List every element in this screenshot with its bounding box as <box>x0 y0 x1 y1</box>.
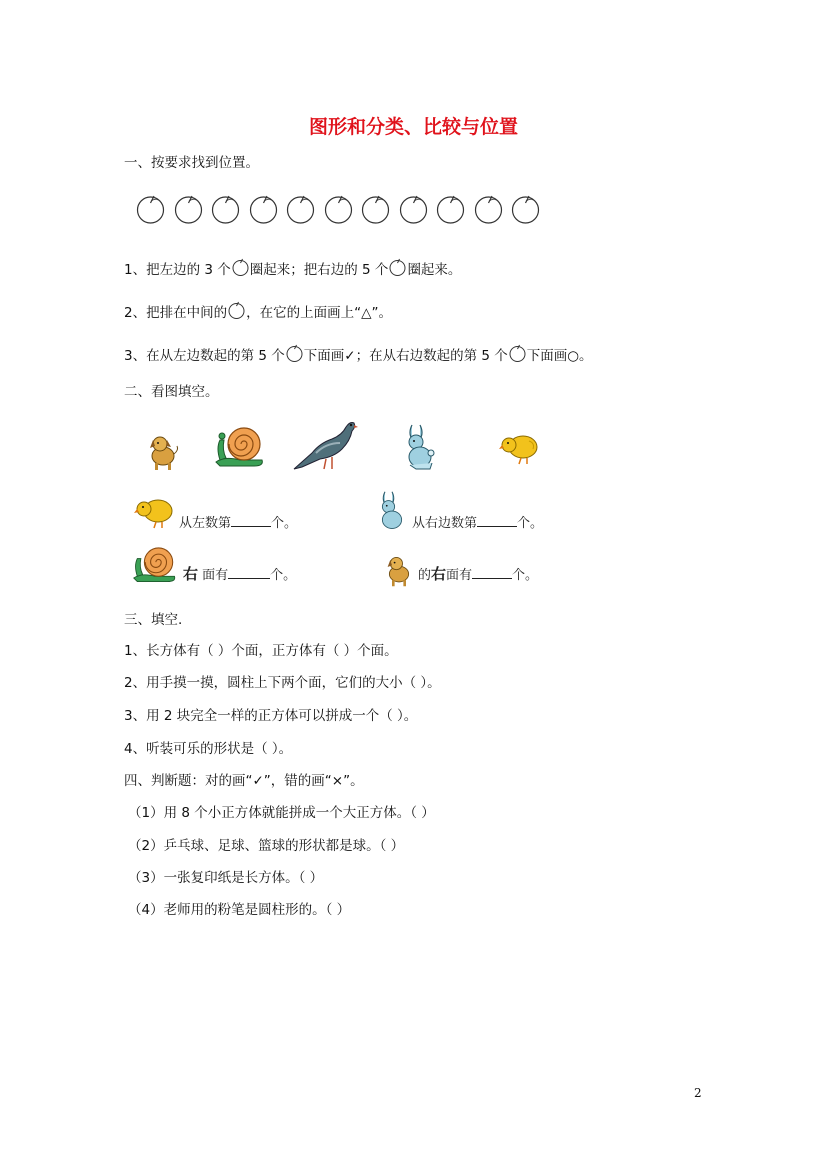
rabbit-icon <box>402 423 438 475</box>
row-1-right-fill <box>412 512 543 531</box>
apple-icon <box>228 300 245 320</box>
q1-text-c: 圈起来。 <box>407 262 462 278</box>
answer-blank[interactable] <box>228 566 270 579</box>
fill-unit: 个。 <box>270 568 297 583</box>
apple-icon[interactable] <box>136 192 165 224</box>
question-1-1 <box>124 257 461 278</box>
fill-question: 1、长方体有（ ）个面，正方体有（ ）个面。 <box>124 643 398 659</box>
dog-icon <box>384 553 414 592</box>
apple-icon[interactable] <box>211 192 240 224</box>
section-4-heading: 四、判断题：对的画“✓”，错的画“×”。 <box>124 773 364 789</box>
chick-icon <box>499 431 539 469</box>
apple-icon <box>509 343 526 363</box>
rabbit-icon <box>376 490 408 536</box>
dog-icon <box>146 432 180 476</box>
q1-text-b: 圈起来；把右边的 5 个 <box>249 262 389 278</box>
section-1-heading: 一、按要求找到位置。 <box>124 155 259 171</box>
fill-text: 面有 <box>202 568 229 583</box>
fill-text: 从右边数第 <box>412 516 478 531</box>
judgment-question: （4）老师用的粉笔是圆柱形的。（ ） <box>128 902 351 918</box>
section-2-heading: 二、看图填空。 <box>124 384 219 400</box>
apple-icon[interactable] <box>436 192 465 224</box>
q3-text-c: 下面画○。 <box>526 348 593 364</box>
fill-question: 4、听装可乐的形状是（ ）。 <box>124 741 293 757</box>
q3-text-b: 下面画✓；在从右边数起的第 5 个 <box>303 348 508 364</box>
apple-icon[interactable] <box>286 192 315 224</box>
apple-icon[interactable] <box>174 192 203 224</box>
chick-icon <box>134 495 174 533</box>
apple-icon <box>389 257 406 277</box>
apple-icon[interactable] <box>511 192 540 224</box>
apple-icon[interactable] <box>324 192 353 224</box>
fill-bold: 右 <box>431 565 447 583</box>
page-title: 图形和分类、比较与位置 <box>308 116 518 138</box>
apple-icon[interactable] <box>474 192 503 224</box>
q3-text-a: 3、在从左边数起的第 5 个 <box>124 348 285 364</box>
apple-icon <box>232 257 249 277</box>
q2-text-b: ，在它的上面画上“△”。 <box>246 305 392 321</box>
snail-icon <box>214 422 266 472</box>
q1-text-a: 1、把左边的 3 个 <box>124 262 231 278</box>
answer-blank[interactable] <box>472 566 512 579</box>
fill-prefix: 的 <box>418 568 432 583</box>
row-2-right-fill <box>418 563 538 584</box>
fill-text: 面有 <box>446 568 473 583</box>
question-1-2 <box>124 300 392 321</box>
fill-unit: 个。 <box>271 516 298 531</box>
question-1-3 <box>124 343 593 364</box>
apple-row <box>136 192 549 224</box>
row-1-left-fill <box>179 512 297 531</box>
page-number: 2 <box>694 1086 702 1100</box>
pigeon-icon <box>290 413 358 477</box>
section-3-heading: 三、填空. <box>124 612 183 628</box>
judgment-question: （1）用 8 个小正方体就能拼成一个大正方体。（ ） <box>128 805 435 821</box>
snail-icon <box>132 541 178 589</box>
apple-icon[interactable] <box>399 192 428 224</box>
apple-icon[interactable] <box>249 192 278 224</box>
apple-icon[interactable] <box>361 192 390 224</box>
answer-blank[interactable] <box>477 514 517 527</box>
judgment-question: （3）一张复印纸是长方体。（ ） <box>128 870 324 886</box>
answer-blank[interactable] <box>231 514 271 527</box>
judgment-question: （2）乒乓球、足球、篮球的形状都是球。（ ） <box>128 838 405 854</box>
fill-unit: 个。 <box>512 568 539 583</box>
fill-unit: 个。 <box>517 516 544 531</box>
fill-bold: 右 <box>183 565 199 583</box>
apple-icon <box>286 343 303 363</box>
q2-text-a: 2、把排在中间的 <box>124 305 228 321</box>
row-2-left-fill <box>183 563 296 584</box>
fill-question: 3、用 2 块完全一样的正方体可以拼成一个（ ）。 <box>124 708 418 724</box>
fill-question: 2、用手摸一摸，圆柱上下两个面，它们的大小（ ）。 <box>124 675 441 691</box>
fill-text: 从左数第 <box>179 516 232 531</box>
